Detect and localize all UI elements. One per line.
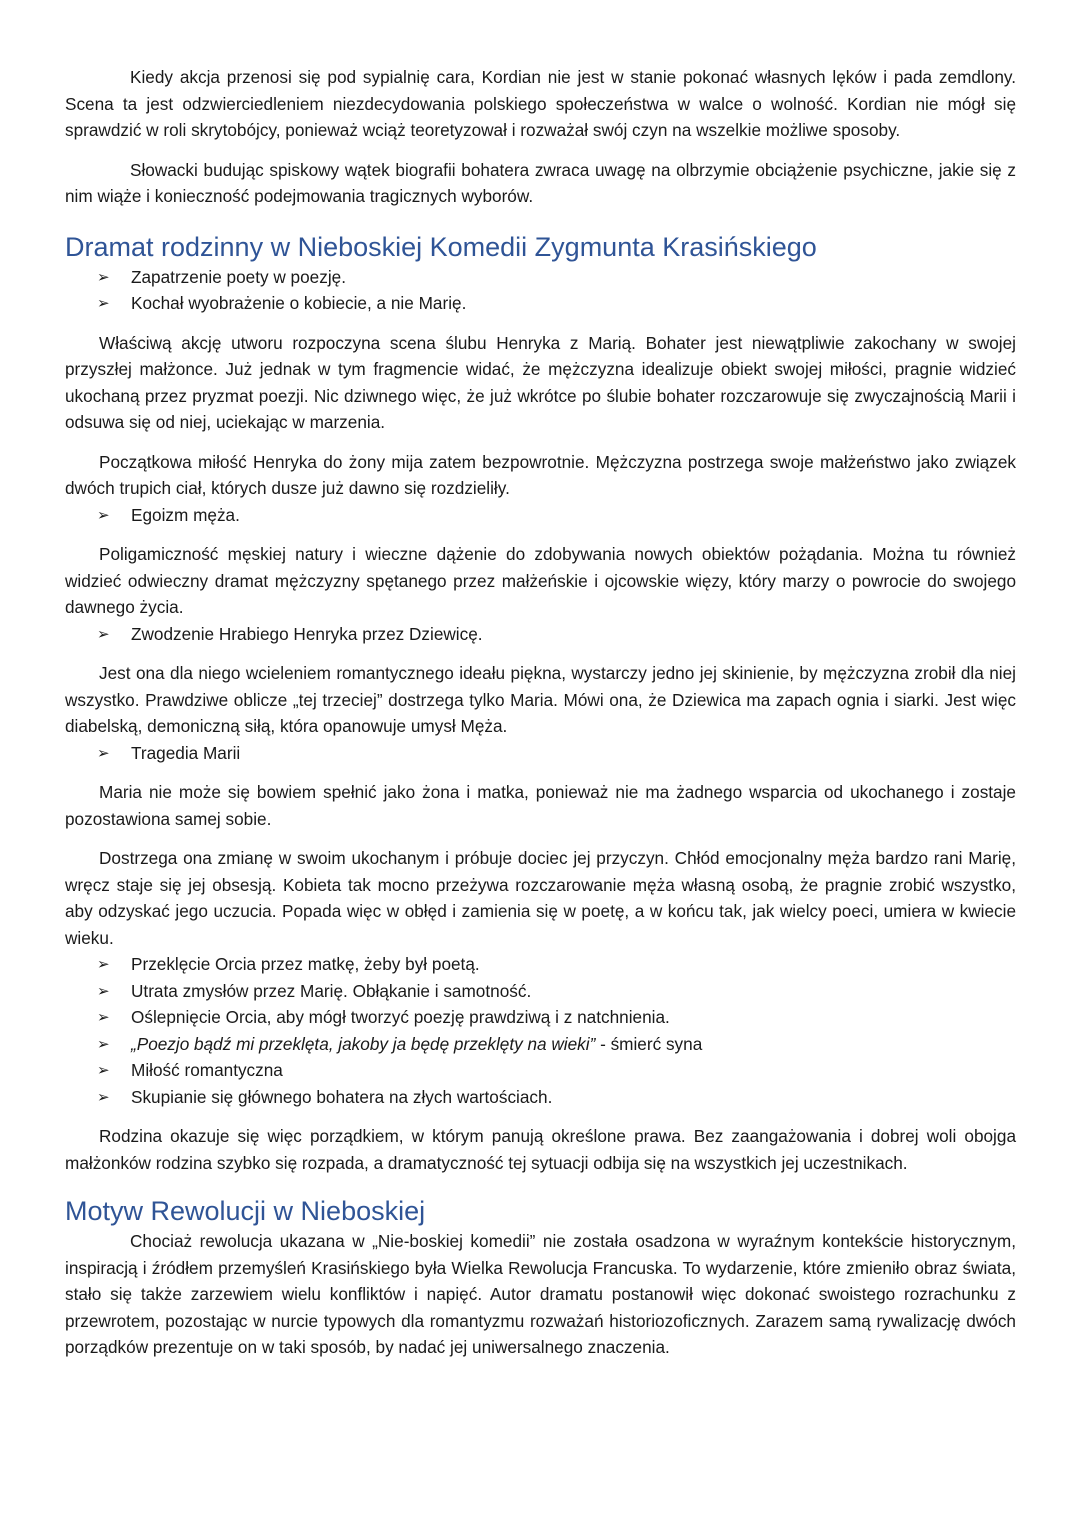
list-item: ➢ „Poezjo bądź mi przeklęta, jakoby ja będę przeklęty na wieki” - śmierć syna [97,1031,1016,1058]
arrow-bullet-icon: ➢ [97,267,110,286]
arrow-bullet-icon: ➢ [97,505,110,524]
bullet-list [65,951,1016,1110]
arrow-bullet-icon: ➢ [97,1061,110,1079]
bullet-list [65,740,1016,767]
quote: „Poezjo bądź mi przeklęta, jakoby ja będę przeklęty na wieki” [131,1033,596,1054]
list-item: ➢ Egoizm męża. [97,502,1016,529]
paragraph: Jest ona dla niego wcieleniem romantycznego ideału piękna, wystarczy jedno jej skinienie, by mężczyzna zrobił dla niej wszystko. Prawdziwe oblicze „tej trzeciej” dostrzega tylko Maria. Mówi ona, że Dziewica ma zapach ognia i siarki. Jest więc diabelską, demoniczną siłą, która opanowuje umysł Męża. [65,663,1016,736]
paragraph: Właściwą akcję utworu rozpoczyna scena ślubu Henryka z Marią. Bohater jest niewątpliwie zakochany w swojej przyszłej małżonce. Już jednak w tym fragmencie widać, że mężczyzna idealizuje obiekt swojej miłości, pragnie widzieć ukochaną przez pryzmat poezji. Nic dziwnego więc, że już wkrótce po ślubie bohater rozczarowuje się zwyczajnością Marii i odsuwa się od niej, uciekając w marzenia. [65,332,1016,432]
paragraph: Maria nie może się bowiem spełnić jako żona i matka, ponieważ nie ma żadnego wsparcia od ukochanego i zostaje pozostawiona samej sobie. [65,782,1016,829]
list-item: ➢ Utrata zmysłów przez Marię. Obłąkanie i samotność. [97,978,1016,1005]
paragraph: Chociaż rewolucja ukazana w „Nie-boskiej komedii” nie została osadzona w wyraźnym kontekście historycznym, inspiracją i źródłem przemyśleń Krasińskiego była Wielka Rewolucja Francuska. To wydarzenie, które zmieniło obraz świata, stało się także zarzewiem wielu konfliktów i napięć. Autor dramatu postanowił więc dokonać swoistego rozrachunku z przewrotem, pozostając w nurcie typowych dla romantyzmu rozważań historiozoficznych. Zarazem samą rywalizację dwóch porządków prezentuje on w taki sposób, by nadać jej uniwersalnego znaczenia. [65,1231,1016,1357]
arrow-bullet-icon: ➢ [97,294,110,312]
list-item: ➢ Kochał wyobrażenie o kobiecie, a nie Marię. [97,290,1016,317]
arrow-bullet-icon: ➢ [97,624,110,643]
paragraph: Dostrzega ona zmianę w swoim ukochanym i próbuje dociec jej przyczyn. Chłód emocjonalny męża bardzo rani Marię, wręcz staje się jej obsesją. Kobieta tak mocno przeżywa rozczarowanie męża własną osobą, że pragnie zrobić wszystko, aby odzyskać jego uczucia. Popada więc w obłęd i zamienia się w poetę, a w końcu tak, jak wielcy poeci, umiera w kwiecie wieku. [65,848,1016,948]
arrow-bullet-icon: ➢ [97,1087,110,1106]
list-item: ➢ Zwodzenie Hrabiego Henryka przez Dziewicę. [97,621,1016,648]
list-item: ➢ Miłość romantyczna [97,1057,1016,1084]
list-item: ➢ Zapatrzenie poety w poezję. [97,264,1016,291]
paragraph: Poligamiczność męskiej natury i wieczne dążenie do zdobywania nowych obiektów pożądania. Można tu również widzieć odwieczny dramat mężczyzny spętanego przez małżeńskie i ojcowskie więzy, który marzy o powrocie do swojego dawnego życia. [65,544,1016,617]
list-item: ➢ Skupianie się głównego bohatera na złych wartościach. [97,1084,1016,1111]
paragraph: Początkowa miłość Henryka do żony mija zatem bezpowrotnie. Mężczyzna postrzega swoje małżeństwo jako związek dwóch trupich ciał, których dusze już dawno się rozdzieliły. [65,451,1016,498]
paragraph: Kiedy akcja przenosi się pod sypialnię cara, Kordian nie jest w stanie pokonać własnych lęków i pada zemdlony. Scena ta jest odzwierciedleniem niezdecydowania polskiego społeczeństwa w walce o wolność. Kordian nie mógł się sprawdzić w roli skrytobójcy, ponieważ wciąż teoretyzował i rozważał swój czyn na wszelkie możliwe sposoby. [65,67,1016,140]
bullet-list [65,502,1016,529]
paragraph: Rodzina okazuje się więc porządkiem, w którym panują określone prawa. Bez zaangażowania i dobrej woli obojga małżonków rodzina szybko się rozpada, a dramatyczność tej sytuacji odbija się na wszystkich jej uczestnikach. [65,1126,1016,1173]
section-heading: Motyw Rewolucji w Nieboskiej [65,1196,426,1226]
arrow-bullet-icon: ➢ [97,1034,110,1053]
arrow-bullet-icon: ➢ [97,955,110,973]
arrow-bullet-icon: ➢ [97,981,110,1000]
section-heading: Dramat rodzinny w Nieboskiej Komedii Zygmunta Krasińskiego [65,231,817,262]
bullet-list [65,264,1016,317]
list-item: ➢ Oślepnięcie Orcia, aby mógł tworzyć poezję prawdziwą i z natchnienia. [97,1004,1016,1031]
bullet-list [65,621,1016,648]
paragraph: Słowacki budując spiskowy wątek biografii bohatera zwraca uwagę na olbrzymie obciążenie psychiczne, jakie się z nim wiąże i konieczność podejmowania tragicznych wyborów. [65,159,1016,206]
list-item: ➢ Tragedia Marii [97,740,1016,767]
arrow-bullet-icon: ➢ [97,1008,110,1026]
arrow-bullet-icon: ➢ [97,743,110,762]
list-item: ➢ Przeklęcie Orcia przez matkę, żeby był poetą. [97,951,1016,978]
